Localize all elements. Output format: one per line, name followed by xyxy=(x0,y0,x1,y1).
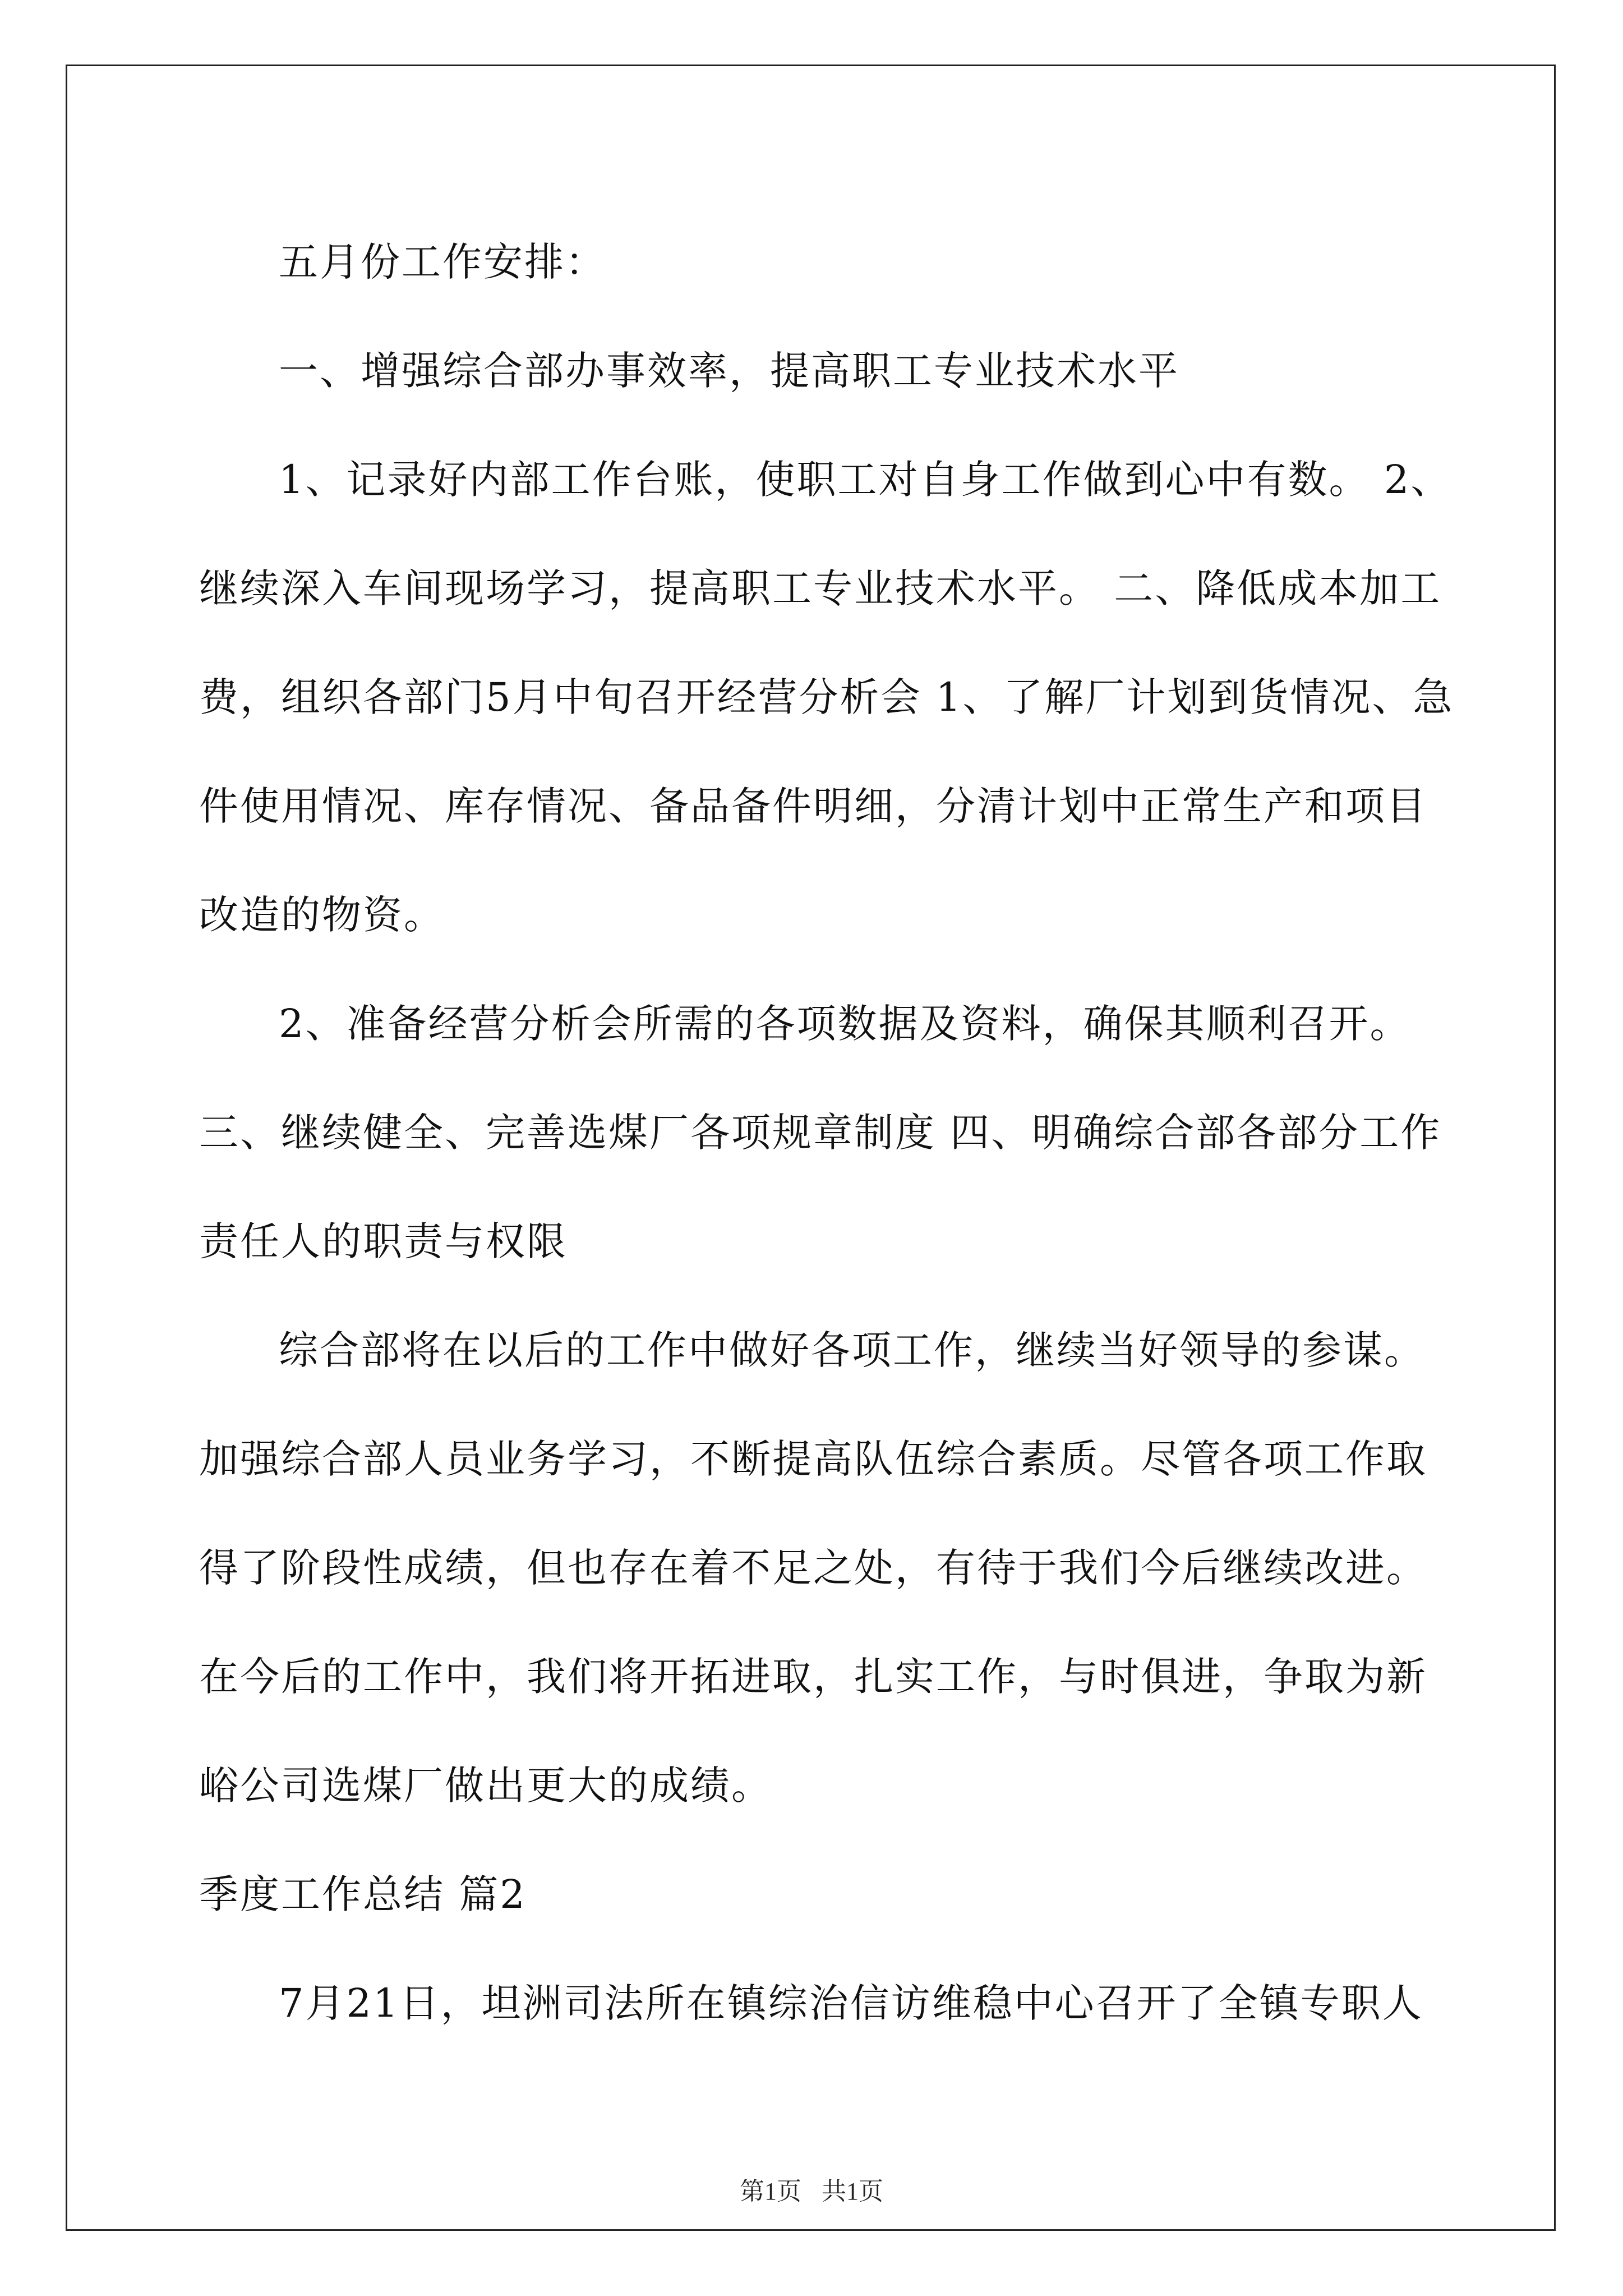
paragraph: 五月份工作安排： xyxy=(279,239,606,285)
paragraph: 1、记录好内部工作台账，使职工对自身工作做到心中有数。 2、继续深入车间现场学习，提高职工专业技术水平。 二、降低成本加工费，组织各部门5月中旬召开经营分析会 1、了解厂计划到货情况、急件使用情况、库存情况、备品备件明细，分清计划中正常生产和项目改造的物资。 xyxy=(199,457,1454,938)
section-heading: 季度工作总结 篇2 xyxy=(199,1871,527,1917)
paragraph: 一、增强综合部办事效率，提高职工专业技术水平 xyxy=(279,348,1179,394)
page-total: 共1页 xyxy=(822,2178,883,2205)
document-body xyxy=(199,208,1455,2058)
page-footer xyxy=(0,2171,1623,2207)
paragraph: 综合部将在以后的工作中做好各项工作，继续当好领导的参谋。加强综合部人员业务学习，不断提高队伍综合素质。尽管各项工作取得了阶段性成绩，但也存在着不足之处，有待于我们今后继续改进。在今后的工作中，我们将开拓进取，扎实工作，与时俱进，争取为新峪公司选煤厂做出更大的成绩。 xyxy=(199,1327,1427,1809)
paragraph: 7月21日，坦洲司法所在镇综治信访维稳中心召开了全镇专职人 xyxy=(279,1980,1423,2026)
paragraph: 2、准备经营分析会所需的各项数据及资料，确保其顺利召开。三、继续健全、完善选煤厂各项规章制度 四、明确综合部各部分工作责任人的职责与权限 xyxy=(199,1001,1442,1264)
page-number: 第1页 xyxy=(740,2178,801,2205)
